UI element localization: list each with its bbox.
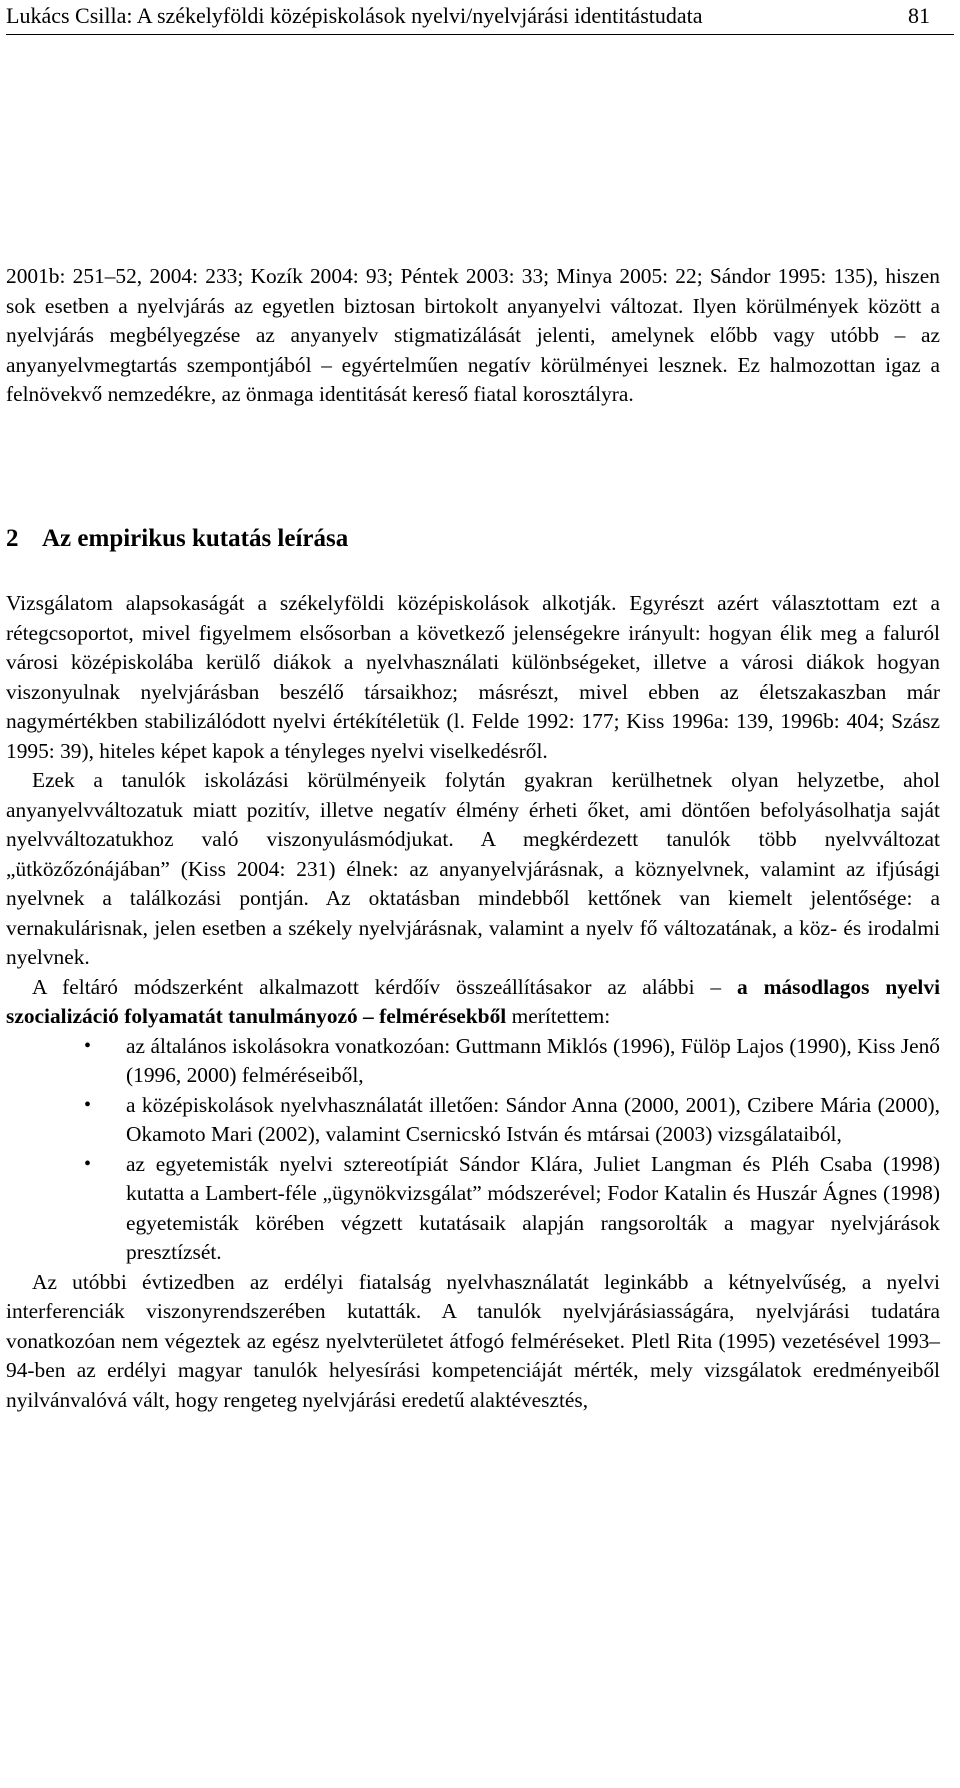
- list-item: [6, 1091, 940, 1150]
- questionnaire-text-after: merítettem:: [506, 1004, 611, 1028]
- bullet-icon: •: [84, 1152, 92, 1175]
- main-body: [6, 589, 940, 1415]
- paragraph-questionnaire: [6, 973, 940, 1032]
- running-header: [6, 0, 954, 35]
- list-item-text: az egyetemisták nyelvi sztereotípiát Sándor Klára, Juliet Langman és Pléh Csaba (1998) kutatta a Lambert-féle „ügynökvizsgálat” módszerével; Fodor Katalin és Huszár Ágnes (1998) egyetemisták körében végzett kutatásaik alapján rangsorolták a magyar nyelvjárások presztízsét.: [126, 1151, 940, 1264]
- paragraph-sample: Vizsgálatom alapsokaságát a székelyföldi középiskolások alkotják. Egyrészt azért választottam ezt a rétegcsoportot, mivel figyelmem elsősorban a következő jelenségekre irányult: hogyan élik meg a faluról városi középiskolába kerülő diákok a nyelvhasználati különbségeket, illetve a városi diákok hogyan viszonyulnak nyelvjárásban beszélő társaikhoz; másrészt, mivel ebben az életszakaszban már nagymértékben stabilizálódott nyelvi értékítéletük (l. Felde 1992: 177; Kiss 1996a: 139, 1996b: 404; Szász 1995: 39), hiteles képet kapok a tényleges nyelvi viselkedésről.: [6, 591, 940, 763]
- section-title: Az empirikus kutatás leírása: [42, 525, 349, 552]
- bullet-icon: •: [84, 1093, 92, 1116]
- page-number: 81: [908, 3, 930, 28]
- list-item: [6, 1150, 940, 1268]
- list-item: [6, 1032, 940, 1091]
- intro-paragraph: 2001b: 251–52, 2004: 233; Kozík 2004: 93; Péntek 2003: 33; Minya 2005: 22; Sándor 1995: 135), hiszen sok esetben a nyelvjárás az egyetlen biztosan birtokolt anyanyelvi változat. Ilyen körülmények között a nyelvjárás megbélyegzése az anyanyelv stigmatizálását jelenti, amelynek előbb vagy utóbb – az anyanyelvmegtartás szempontjából – egyértelműen negatív körülményei lesznek. Ez halmozottan igaz a felnövekvő nemzedékre, az önmaga identitását kereső fiatal korosztályra.: [6, 264, 940, 406]
- section-heading: [6, 525, 348, 553]
- section-number: 2: [6, 525, 19, 552]
- header-title: Lukács Csilla: A székelyföldi középiskolások nyelvi/nyelvjárási identitástudata: [6, 3, 703, 28]
- intro-block: [6, 262, 940, 410]
- paragraph-schooling: Ezek a tanulók iskolázási körülményeik folytán gyakran kerülhetnek olyan helyzetbe, ahol anyanyelvváltozatuk miatt pozitív, illetve negatív élmény érheti őket, ami döntően befolyásolhatja saját nyelvváltozatukhoz való viszonyulásmódjukat. A megkérdezett tanulók több nyelvváltozat „ütközőzónájában” (Kiss 2004: 231) élnek: az anyanyelvjárásnak, a köznyelvnek, valamint az ifjúsági nyelvnek a találkozási pontján. Az oktatásban mindebből kettőnek van kiemelt jelentősége: a vernakulárisnak, jelen esetben a székely nyelvjárásnak, valamint a nyelv fő változatának, a köz- és irodalmi nyelvnek.: [6, 768, 940, 969]
- list-item-text: az általános iskolásokra vonatkozóan: Guttmann Miklós (1996), Fülöp Lajos (1990), Kiss Jenő (1996, 2000) felméréseiből,: [126, 1033, 940, 1087]
- paragraph-final: Az utóbbi évtizedben az erdélyi fiatalság nyelvhasználatát leginkább a kétnyelvűség, a nyelvi interferenciák viszonyrendszerében kutatták. A tanulók nyelvjárásiasságára, nyelvjárási tudatára vonatkozóan nem végeztek az egész nyelvterületet átfogó felméréseket. Pletl Rita (1995) vezetésével 1993–94-ben az erdélyi magyar tanulók helyesírási kompetenciáját mérték, mely vizsgálatok eredményeiből nyilvánvalóvá vált, hogy rengeteg nyelvjárási eredetű alaktévesztés,: [6, 1269, 940, 1412]
- list-item-text: a középiskolások nyelvhasználatát illetően: Sándor Anna (2000, 2001), Czibere Mária (2000), Okamoto Mari (2002), valamint Csernicskó István és mtársai (2003) vizsgálataiból,: [126, 1092, 940, 1146]
- bullet-icon: •: [84, 1034, 92, 1057]
- source-list: [6, 1032, 940, 1268]
- questionnaire-text-bold: a másodlagos nyelvi szocializáció folyamatát tanulmányozó – felmérésekből: [6, 974, 941, 1028]
- questionnaire-text-before: A feltáró módszerként alkalmazott kérdőív összeállításakor az alábbi –: [32, 974, 738, 999]
